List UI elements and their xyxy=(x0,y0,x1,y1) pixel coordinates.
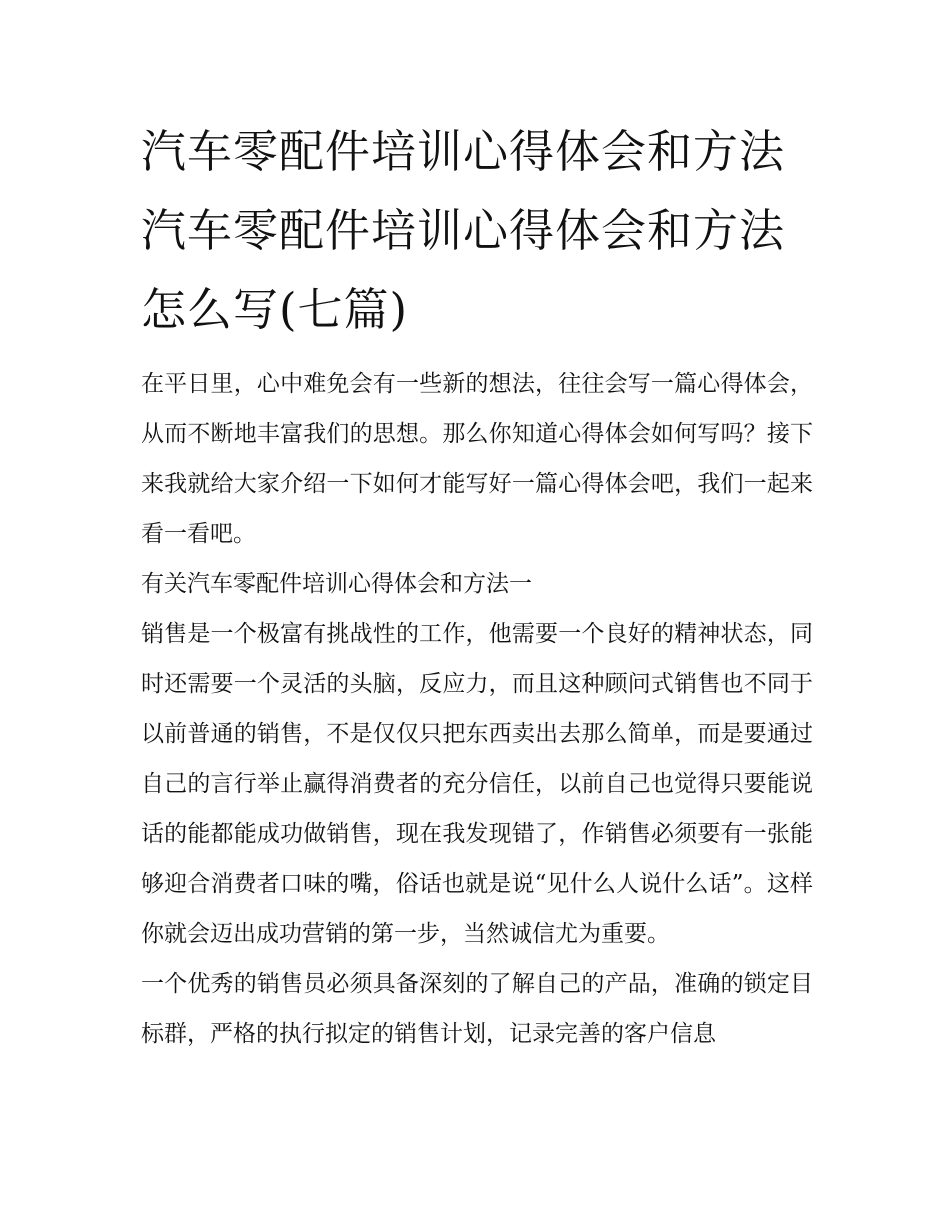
document-body xyxy=(141,112,813,1059)
section-heading: 有关汽车零配件培训心得体会和方法一 xyxy=(141,571,532,597)
intro-paragraph: 在平日里，心中难免会有一些新的想法，往往会写一篇心得体会，从而不断地丰富我们的思想。那么你知道心得体会如何写吗？接下来我就给大家介绍一下如何才能写好一篇心得体会吧，我们一起来看一看吧。 xyxy=(141,371,813,547)
body-paragraph-2: 一个优秀的销售员必须具备深刻的了解自己的产品，准确的锁定目标群，严格的执行拟定的销售计划，记录完善的客户信息 xyxy=(141,971,813,1047)
body-paragraph-1: 销售是一个极富有挑战性的工作，他需要一个良好的精神状态，同时还需要一个灵活的头脑，反应力，而且这种顾问式销售也不同于以前普通的销售，不是仅仅只把东西卖出去那么简单，而是要通过自己的言行举止赢得消费者的充分信任，以前自己也觉得只要能说话的能都能成功做销售，现在我发现错了，作销售必须要有一张能够迎合消费者口味的嘴，俗话也就是说“见什么人说什么话”。这样你就会迈出成功营销的第一步，当然诚信尤为重要。 xyxy=(141,621,813,947)
document-title: 汽车零配件培训心得体会和方法 汽车零配件培训心得体会和方法怎么写(七篇) xyxy=(141,125,786,336)
